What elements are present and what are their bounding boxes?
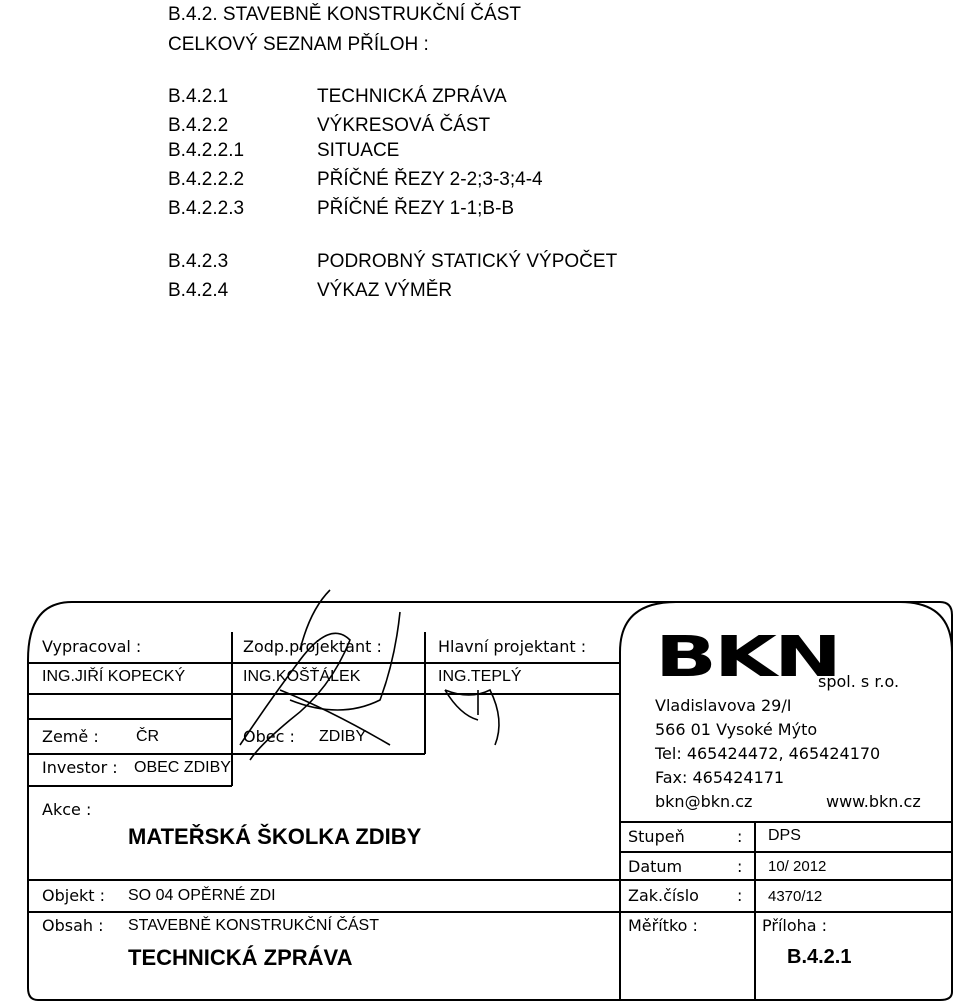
- attachment-title: PŘÍČNÉ ŘEZY 2-2;3-3;4-4: [317, 169, 543, 190]
- zak-cislo-value: 4370/12: [768, 888, 823, 905]
- company-logo: BKN: [655, 625, 840, 690]
- priloha-value: B.4.2.1: [787, 946, 852, 968]
- colon: :: [737, 886, 743, 905]
- attachment-title: SITUACE: [317, 140, 400, 161]
- company-fax: Fax: 465424171: [655, 768, 785, 787]
- datum-value: 10/ 2012: [768, 858, 827, 875]
- objekt-label: Objekt :: [42, 886, 106, 905]
- attachment-title: PŘÍČNÉ ŘEZY 1-1;B-B: [317, 198, 515, 219]
- meritko-label: Měřítko :: [628, 916, 698, 935]
- attachment-code: B.4.2.4: [168, 280, 229, 301]
- colon: :: [737, 857, 743, 876]
- obec-label: Obec :: [243, 727, 295, 746]
- attachment-title: PODROBNÝ STATICKÝ VÝPOČET: [317, 251, 618, 272]
- obsah-title: TECHNICKÁ ZPRÁVA: [128, 945, 353, 970]
- attachment-code: B.4.2.1: [168, 86, 229, 107]
- document-heading: B.4.2. STAVEBNĚ KONSTRUKČNÍ ČÁST: [168, 4, 521, 25]
- vypracoval-value: ING.JIŘÍ KOPECKÝ: [42, 668, 186, 685]
- attachment-title: TECHNICKÁ ZPRÁVA: [317, 86, 507, 107]
- company-web: www.bkn.cz: [826, 792, 921, 811]
- company-email: bkn@bkn.cz: [655, 792, 753, 811]
- company-city: 566 01 Vysoké Mýto: [655, 720, 818, 739]
- zodp-projektant-label: Zodp.projektant :: [243, 637, 382, 656]
- datum-label: Datum: [628, 857, 683, 876]
- investor-value: OBEC ZDIBY: [134, 759, 231, 776]
- zak-cislo-label: Zak.číslo: [628, 886, 699, 905]
- obsah-label: Obsah :: [42, 916, 104, 935]
- akce-value: MATEŘSKÁ ŠKOLKA ZDIBY: [128, 824, 422, 849]
- hlavni-projektant-label: Hlavní projektant :: [438, 637, 587, 656]
- attachments-heading: CELKOVÝ SEZNAM PŘÍLOH :: [168, 34, 429, 55]
- zeme-value: ČR: [136, 728, 160, 745]
- hlavni-projektant-value: ING.TEPLÝ: [438, 668, 522, 685]
- attachment-code: B.4.2.3: [168, 251, 229, 272]
- company-suffix: spol. s r.o.: [818, 672, 900, 691]
- attachment-code: B.4.2.2: [168, 115, 229, 136]
- stupen-label: Stupeň: [628, 827, 685, 846]
- attachment-title: VÝKAZ VÝMĚR: [317, 280, 453, 301]
- zodp-projektant-value: ING.KOŠŤÁLEK: [243, 668, 361, 685]
- priloha-label: Příloha :: [762, 916, 828, 935]
- investor-label: Investor :: [42, 758, 118, 777]
- attachment-title: VÝKRESOVÁ ČÁST: [317, 115, 491, 136]
- vypracoval-label: Vypracoval :: [42, 637, 142, 656]
- company-street: Vladislavova 29/I: [655, 696, 792, 715]
- zeme-label: Země :: [42, 727, 99, 746]
- attachment-code: B.4.2.2.1: [168, 140, 245, 161]
- colon: :: [737, 827, 743, 846]
- attachment-code: B.4.2.2.2: [168, 169, 245, 190]
- stupen-value: DPS: [768, 827, 801, 844]
- objekt-value: SO 04 OPĚRNÉ ZDI: [128, 887, 276, 904]
- obsah-value: STAVEBNĚ KONSTRUKČNÍ ČÁST: [128, 917, 379, 934]
- obec-value: ZDIBY: [319, 728, 367, 745]
- company-phone: Tel: 465424472, 465424170: [655, 744, 881, 763]
- akce-label: Akce :: [42, 800, 92, 819]
- attachment-code: B.4.2.2.3: [168, 198, 245, 219]
